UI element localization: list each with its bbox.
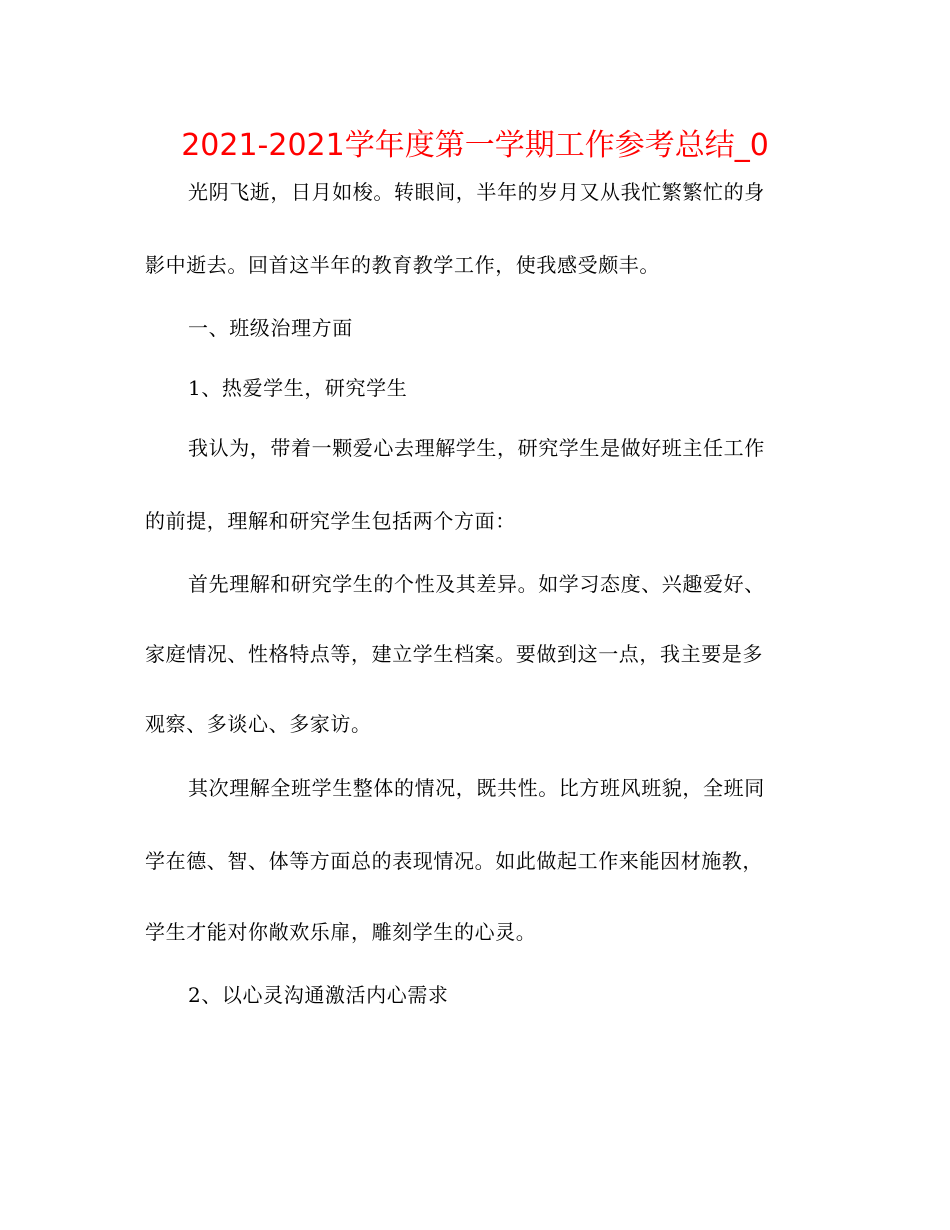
paragraph-line: 我认为，带着一颗爱心去理解学生，研究学生是做好班主任工作 xyxy=(188,436,765,460)
subsection-heading: 1、热爱学生，研究学生 xyxy=(188,376,408,400)
document-title: 2021-2021学年度第一学期工作参考总结_0 xyxy=(181,128,769,163)
paragraph-line: 光阴飞逝，日月如梭。转眼间，半年的岁月又从我忙繁繁忙的身 xyxy=(188,180,765,204)
paragraph-line: 影中逝去。回首这半年的教育教学工作，使我感受颇丰。 xyxy=(145,253,660,277)
paragraph-line: 学在德、智、体等方面总的表现情况。如此做起工作来能因材施教， xyxy=(145,849,763,873)
subsection-heading: 2、以心灵沟通激活内心需求 xyxy=(188,983,449,1007)
paragraph-line: 学生才能对你敞欢乐扉，雕刻学生的心灵。 xyxy=(145,920,537,944)
paragraph-line: 的前提，理解和研究学生包括两个方面： xyxy=(145,509,516,533)
paragraph-line: 家庭情况、性格特点等，建立学生档案。要做到这一点，我主要是多 xyxy=(145,642,763,666)
paragraph-line: 首先理解和研究学生的个性及其差异。如学习态度、兴趣爱好、 xyxy=(188,572,765,596)
paragraph-line: 其次理解全班学生整体的情况，既共性。比方班风班貌，全班同 xyxy=(188,776,765,800)
section-heading: 一、班级治理方面 xyxy=(188,316,353,340)
paragraph-line: 观察、多谈心、多家访。 xyxy=(145,712,372,736)
